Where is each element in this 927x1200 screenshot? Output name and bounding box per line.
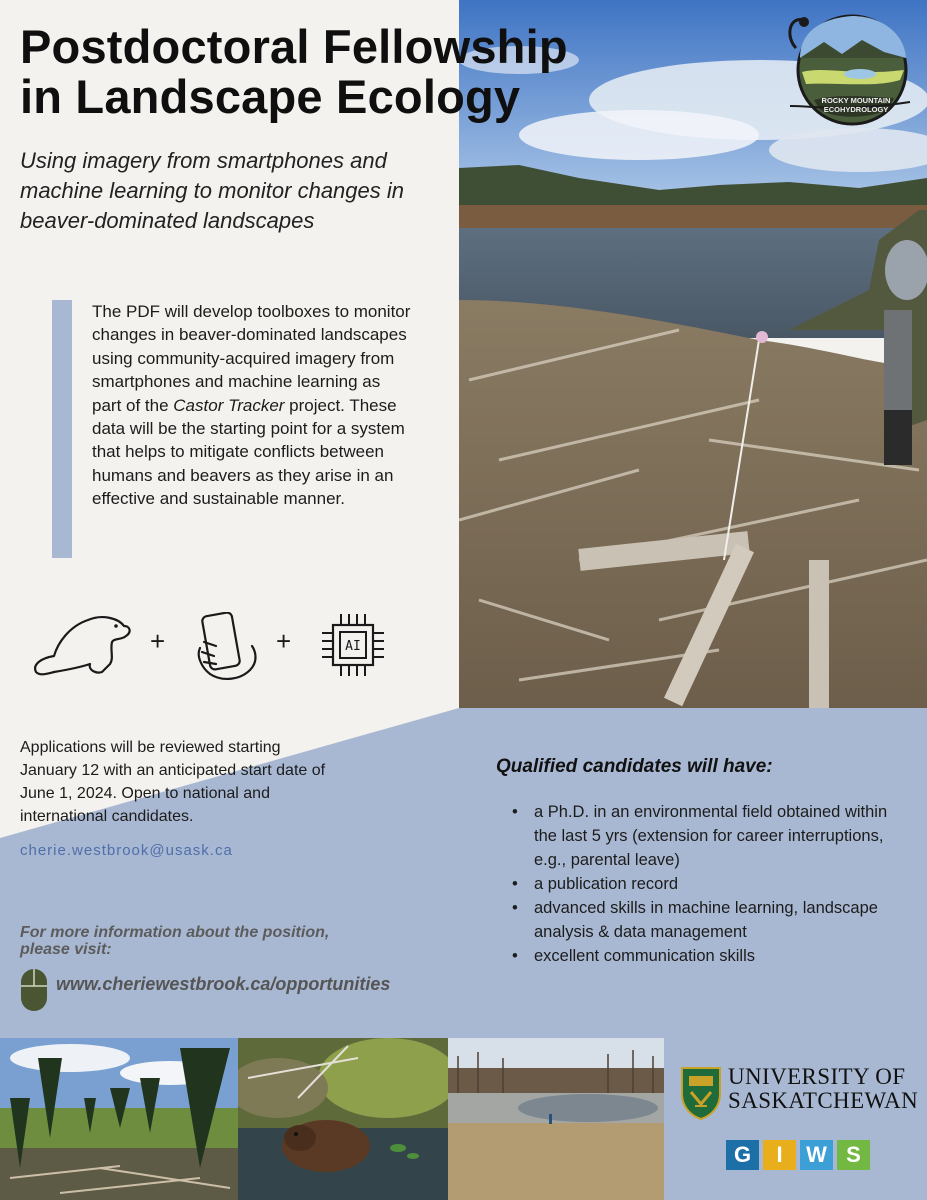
opportunities-url-link[interactable]: www.cheriewestbrook.ca/opportunities (56, 974, 391, 994)
project-name: Castor Tracker (173, 395, 285, 415)
giws-logo (726, 1140, 870, 1170)
description-accent-bar (52, 300, 72, 558)
page-title (20, 22, 670, 122)
logo-text-line2: ECOHYDROLOGY (823, 105, 889, 114)
mouse-icon (20, 968, 48, 1012)
qualification-item: • a Ph.D. in an environmental field obtained within the last 5 yrs (extension for career interruptions, e.g., parental leave) (510, 800, 890, 872)
university-line2: SASKATCHEWAN (728, 1088, 919, 1113)
plus-sign-1: + (150, 626, 166, 656)
logo-text-line1: ROCKY MOUNTAIN (821, 96, 891, 105)
giws-letter-i: I (763, 1140, 796, 1170)
plus-sign-2: + (276, 626, 292, 656)
university-line1: UNIVERSITY OF (728, 1064, 906, 1089)
qualification-item: • excellent communication skills (510, 944, 890, 968)
giws-letter-s: S (837, 1140, 870, 1170)
title-line-1: Postdoctoral Fellowship (20, 20, 568, 73)
applications-text: Applications will be reviewed starting January 12 with an anticipated start date of June 1, 2024. Open to national and international candidates. (20, 739, 326, 825)
description-text-before: The PDF will develop toolboxes to monitor changes in beaver-dominated landscapes using community-acquired imagery from smartphones and machine learning as part of the (92, 302, 411, 415)
ai-chip-icon (320, 612, 386, 678)
pond-photo (448, 1038, 664, 1200)
subtitle: Using imagery from smartphones and machine learning to monitor changes in beaver-dominated landscapes (20, 148, 405, 233)
beaver-photo (238, 1038, 448, 1200)
smartphone-hand-icon (196, 612, 262, 682)
forest-photo (0, 1038, 238, 1200)
qualification-item: • advanced skills in machine learning, landscape analysis & data management (510, 896, 890, 944)
university-wordmark (728, 1065, 918, 1113)
more-info-label: For more information about the position, please visit: (20, 924, 330, 958)
contact-email-link[interactable]: cherie.westbrook@usask.ca (20, 842, 233, 859)
qualifications-list (510, 800, 890, 968)
rocky-mountain-ecohydrology-logo (784, 10, 916, 131)
concept-icons-row (30, 612, 390, 684)
giws-letter-g: G (726, 1140, 759, 1170)
ai-chip-label: AI (345, 639, 361, 654)
giws-letter-w: W (800, 1140, 833, 1170)
usask-crest-icon (680, 1066, 722, 1120)
qualification-item: • a publication record (510, 872, 890, 896)
title-line-2: in Landscape Ecology (20, 70, 521, 123)
description-text-after: project. These data will be the starting point for a system that helps to mitigate conflicts between humans and beavers as they arise in an effective and sustainable manner. (92, 395, 405, 509)
qualifications-title: Qualified candidates will have: (496, 756, 773, 777)
beaver-icon (30, 612, 134, 680)
description-paragraph (92, 300, 412, 511)
